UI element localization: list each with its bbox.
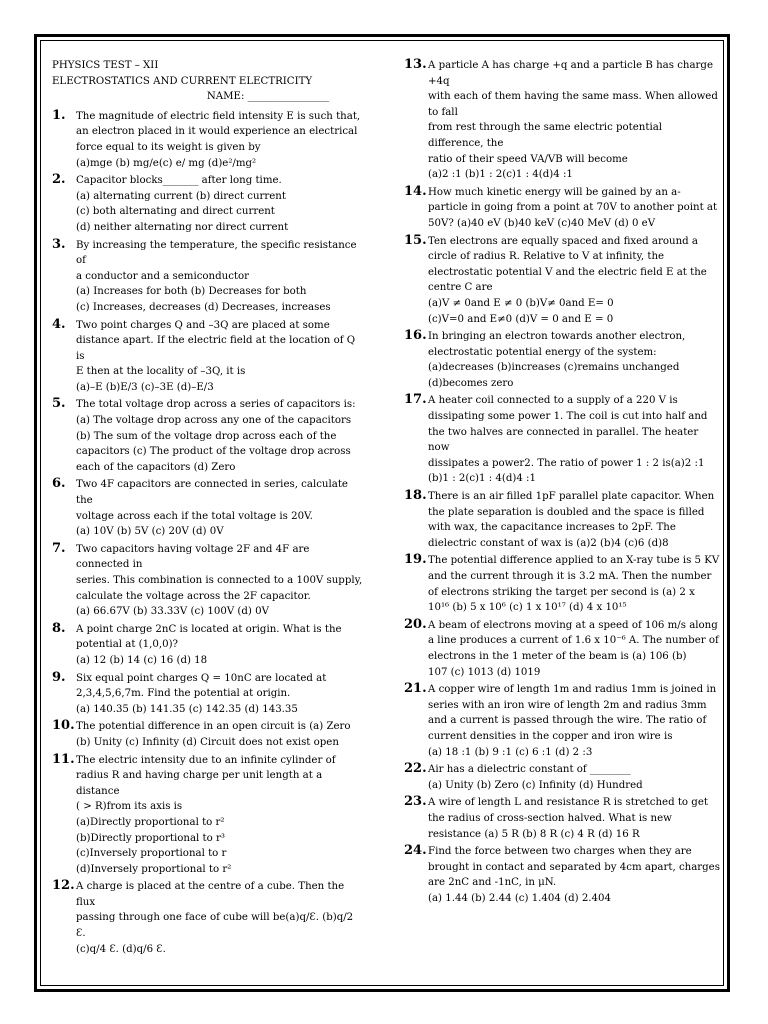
question-number: 6. <box>52 476 66 492</box>
question-item <box>404 762 720 793</box>
question-number: 11. <box>52 751 75 767</box>
question-number: 8. <box>52 620 66 636</box>
question-number: 1. <box>52 107 66 123</box>
question-item <box>52 109 364 171</box>
question-text-line: A wire of length L and resistance R is stretched to get <box>428 797 708 809</box>
question-text-line: and a current is passed through the wire. The ratio of <box>428 715 707 727</box>
question-text-line: a conductor and a semiconductor <box>76 270 250 282</box>
question-item <box>52 238 364 316</box>
question-text-line: dissipating some power 1. The coil is cut into half and <box>428 411 708 423</box>
question-item <box>52 622 364 669</box>
question-text-line: series. This combination is connected to a 100V supply, <box>76 575 363 586</box>
question-text-line: (a) 66.67V (b) 33.33V (c) 100V (d) 0V <box>76 606 269 618</box>
question-number: 3. <box>52 236 66 252</box>
question-number: 19. <box>404 552 427 568</box>
question-text-line: Air has a dielectric constant of ________ <box>428 764 631 776</box>
question-number: 14. <box>404 183 427 199</box>
question-text-line: with wax, the capacitance increases to 2pF. The <box>428 522 676 534</box>
question-text-line: (c)q/4 Ɛ. (d)q/6 Ɛ. <box>76 943 166 955</box>
question-text-line: (d)becomes zero <box>428 377 514 389</box>
question-text-line: A point charge 2nC is located at origin. What is the <box>76 623 342 635</box>
question-text-line: 50V? (a)40 eV (b)40 keV (c)40 MeV (d) 0 eV <box>428 217 656 229</box>
question-number: 17. <box>404 392 427 408</box>
question-text-line: In bringing an electron towards another electron, <box>428 331 686 343</box>
question-text-line: The magnitude of electric field intensity E is such that, <box>76 110 361 122</box>
question-text-line: 107 (c) 1013 (d) 1019 <box>428 666 541 678</box>
question-text-line: (a)decreases (b)increases (c)remains unchanged <box>428 362 680 374</box>
question-item <box>404 489 720 551</box>
question-text-line: A particle A has charge +q and a particle B has charge +4q <box>428 60 713 87</box>
question-text-line: By increasing the temperature, the specific resistance of <box>76 239 357 267</box>
question-text-line: Two point charges Q and –3Q are placed at some <box>76 319 330 331</box>
question-text-line: How much kinetic energy will be gained by an a- <box>428 186 681 198</box>
question-item <box>52 477 364 539</box>
question-text-line: and the current through it is 3.2 mA. Then the number <box>428 571 712 582</box>
question-text-line: radius R and having charge per unit length at a distance <box>76 770 323 797</box>
question-text-line: E then at the locality of –3Q, it is <box>76 366 246 378</box>
question-item <box>404 844 720 906</box>
question-text-line: dissipates a power2. The ratio of power 1 : 2 is(a)2 :1 <box>428 457 705 469</box>
question-text-line: circle of radius R. Relative to V at infinity, the <box>428 251 665 263</box>
question-text-line: (b) Unity (c) Infinity (d) Circuit does not exist open <box>76 736 339 748</box>
question-text-line: (a)–E (b)E/3 (c)–3E (d)–E/3 <box>76 381 214 393</box>
question-text-line: (d)Inversely proportional to r² <box>76 863 232 875</box>
question-number: 24. <box>404 843 427 859</box>
question-text-line: (a)2 :1 (b)1 : 2(c)1 : 4(d)4 :1 <box>428 169 573 181</box>
question-text-line: distance apart. If the electric field at the location of Q is <box>76 335 356 362</box>
question-number: 16. <box>404 328 427 344</box>
question-text-line: (a)V ≠ 0and E ≠ 0 (b)V≠ 0and E= 0 <box>428 297 614 309</box>
question-text-line: capacitors (c) The product of the voltage drop across <box>76 446 351 458</box>
question-text-line: (a) Increases for both (b) Decreases for both <box>76 286 307 298</box>
question-number: 5. <box>52 396 66 412</box>
question-text-line: electrostatic potential V and the electric field E at the <box>428 266 707 278</box>
question-text-line: (d) neither alternating nor direct current <box>76 221 289 233</box>
question-text-line: (b)1 : 2(c)1 : 4(d)4 :1 <box>428 473 536 485</box>
question-item <box>52 879 364 957</box>
question-text-line: electrons in the 1 meter of the beam is (a) 106 (b) <box>428 650 687 662</box>
question-item <box>52 542 364 620</box>
question-text-line: (a) alternating current (b) direct current <box>76 190 286 202</box>
question-text-line: (c)V=0 and E≠0 (d)V = 0 and E = 0 <box>428 313 614 325</box>
question-list-right <box>404 58 720 906</box>
question-text-line: from rest through the same electric potential difference, the <box>428 122 663 149</box>
question-number: 18. <box>404 488 427 504</box>
question-number: 10. <box>52 718 75 734</box>
test-title: PHYSICS TEST – XII <box>52 60 159 71</box>
question-item <box>404 58 720 183</box>
question-number: 7. <box>52 540 66 556</box>
question-text-line: the plate separation is doubled and the space is filled <box>428 506 705 518</box>
question-text-line: (b) The sum of the voltage drop across each of the <box>76 430 337 442</box>
question-item <box>404 682 720 760</box>
question-text-line: (a) 12 (b) 14 (c) 16 (d) 18 <box>76 654 208 666</box>
question-item <box>404 618 720 680</box>
question-text-line: Two capacitors having voltage 2F and 4F are connected in <box>76 543 310 571</box>
question-item <box>404 393 720 487</box>
question-text-line: resistance (a) 5 R (b) 8 R (c) 4 R (d) 16 R <box>428 828 640 840</box>
question-text-line: (a) 140.35 (b) 141.35 (c) 142.35 (d) 143.35 <box>76 703 298 715</box>
question-text-line: (a) 1.44 (b) 2.44 (c) 1.404 (d) 2.404 <box>428 892 611 904</box>
question-text-line: series with an iron wire of length 2m and radius 3mm <box>428 699 707 711</box>
question-text-line: There is an air filled 1pF parallel plate capacitor. When <box>428 491 715 503</box>
question-text-line: Capacitor blocks_______ after long time. <box>76 175 282 187</box>
question-text-line: The total voltage drop across a series of capacitors is: <box>76 399 356 411</box>
question-number: 4. <box>52 316 66 332</box>
question-text-line: calculate the voltage across the 2F capacitor. <box>76 590 311 602</box>
question-text-line: (a) 18 :1 (b) 9 :1 (c) 6 :1 (d) 2 :3 <box>428 746 593 758</box>
question-text-line: are 2nC and -1nC, in μN. <box>428 877 557 889</box>
question-text-line: of electrons striking the target per second is (a) 2 x <box>428 586 695 598</box>
question-text-line: the radius of cross-section halved. What is new <box>428 812 672 824</box>
question-text-line: A charge is placed at the centre of a cube. Then the flux <box>76 881 345 908</box>
question-text-line: dielectric constant of wax is (a)2 (b)4 (c)6 (d)8 <box>428 537 669 549</box>
question-text-line: (a)Directly proportional to r² <box>76 816 225 828</box>
question-item <box>52 318 364 396</box>
question-number: 21. <box>404 681 427 697</box>
question-text-line: ( > R)from its axis is <box>76 801 183 813</box>
question-item <box>52 719 364 750</box>
question-text-line: a line produces a current of 1.6 x 10⁻⁶ A. The number of <box>428 635 719 647</box>
question-item <box>404 795 720 842</box>
question-item <box>52 671 364 718</box>
question-text-line: particle in going from a point at 70V to another point at <box>428 202 718 214</box>
question-text-line: (a) 10V (b) 5V (c) 20V (d) 0V <box>76 526 224 538</box>
question-text-line: The potential difference in an open circuit is (a) Zero <box>76 721 351 733</box>
question-text-line: potential at (1,0,0)? <box>76 639 178 651</box>
question-text-line: passing through one face of cube will be(a)q/Ɛ. (b)q/2 Ɛ. <box>76 912 354 940</box>
question-item <box>404 234 720 328</box>
question-text-line: Ten electrons are equally spaced and fixed around a <box>428 235 698 247</box>
question-number: 20. <box>404 616 427 632</box>
question-item <box>404 329 720 391</box>
question-text-line: centre C are <box>428 282 493 294</box>
question-text-line: electrostatic potential energy of the system: <box>428 346 657 358</box>
question-number: 13. <box>404 57 427 72</box>
question-text-line: voltage across each if the total voltage is 20V. <box>76 510 313 522</box>
question-number: 12. <box>52 878 75 894</box>
question-text-line: A beam of electrons moving at a speed of 106 m/s along <box>428 619 718 631</box>
right-column <box>404 58 720 908</box>
name-field-label: NAME: ________________ <box>206 91 330 103</box>
question-text-line: (a) The voltage drop across any one of the capacitors <box>76 415 352 427</box>
question-number: 22. <box>404 761 427 777</box>
question-text-line: the two halves are connected in parallel. The heater now <box>428 426 699 454</box>
question-text-line: A copper wire of length 1m and radius 1mm is joined in <box>428 684 717 696</box>
question-list-left <box>52 109 364 957</box>
question-text-line: Two 4F capacitors are connected in series, calculate the <box>76 479 348 507</box>
question-text-line: (a)mge (b) mg/e(c) e/ mg (d)e²/mg² <box>76 157 257 169</box>
question-text-line: an electron placed in it would experience an electrical <box>76 126 358 138</box>
question-text-line: ratio of their speed VA/VB will become <box>428 153 628 165</box>
question-text-line: (a) Unity (b) Zero (c) Infinity (d) Hundred <box>428 779 643 791</box>
question-number: 9. <box>52 669 66 685</box>
question-text-line: The potential difference applied to an X-ray tube is 5 KV <box>428 555 720 567</box>
left-column <box>52 58 364 959</box>
question-text-line: Find the force between two charges when they are <box>428 846 692 858</box>
question-number: 15. <box>404 232 427 248</box>
question-item <box>52 397 364 475</box>
question-text-line: (c) Increases, decreases (d) Decreases, increases <box>76 301 331 313</box>
question-text-line: Six equal point charges Q = 10nC are located at <box>76 672 327 684</box>
question-text-line: brought in contact and separated by 4cm apart, charges <box>428 861 720 873</box>
question-item <box>52 753 364 878</box>
question-number: 2. <box>52 172 66 188</box>
question-text-line: with each of them having the same mass. When allowed to fall <box>428 91 718 118</box>
question-item <box>404 553 720 615</box>
question-text-line: A heater coil connected to a supply of a 220 V is <box>428 395 678 407</box>
question-text-line: 2,3,4,5,6,7m. Find the potential at origin. <box>76 688 291 700</box>
question-item <box>404 185 720 232</box>
question-text-line: each of the capacitors (d) Zero <box>76 461 236 473</box>
question-text-line: The electric intensity due to an infinite cylinder of <box>76 754 336 766</box>
test-subtitle: ELECTROSTATICS AND CURRENT ELECTRICITY <box>52 75 313 87</box>
question-number: 23. <box>404 794 427 810</box>
question-item <box>52 173 364 235</box>
question-text-line: (b)Directly proportional to r³ <box>76 832 225 844</box>
question-text-line: 10¹⁶ (b) 5 x 10⁶ (c) 1 x 10¹⁷ (d) 4 x 10¹⁵ <box>428 602 627 614</box>
question-text-line: force equal to its weight is given by <box>76 141 261 153</box>
question-text-line: current densities in the copper and iron wire is <box>428 730 673 742</box>
question-text-line: (c) both alternating and direct current <box>76 206 275 218</box>
question-text-line: (c)Inversely proportional to r <box>76 848 227 860</box>
